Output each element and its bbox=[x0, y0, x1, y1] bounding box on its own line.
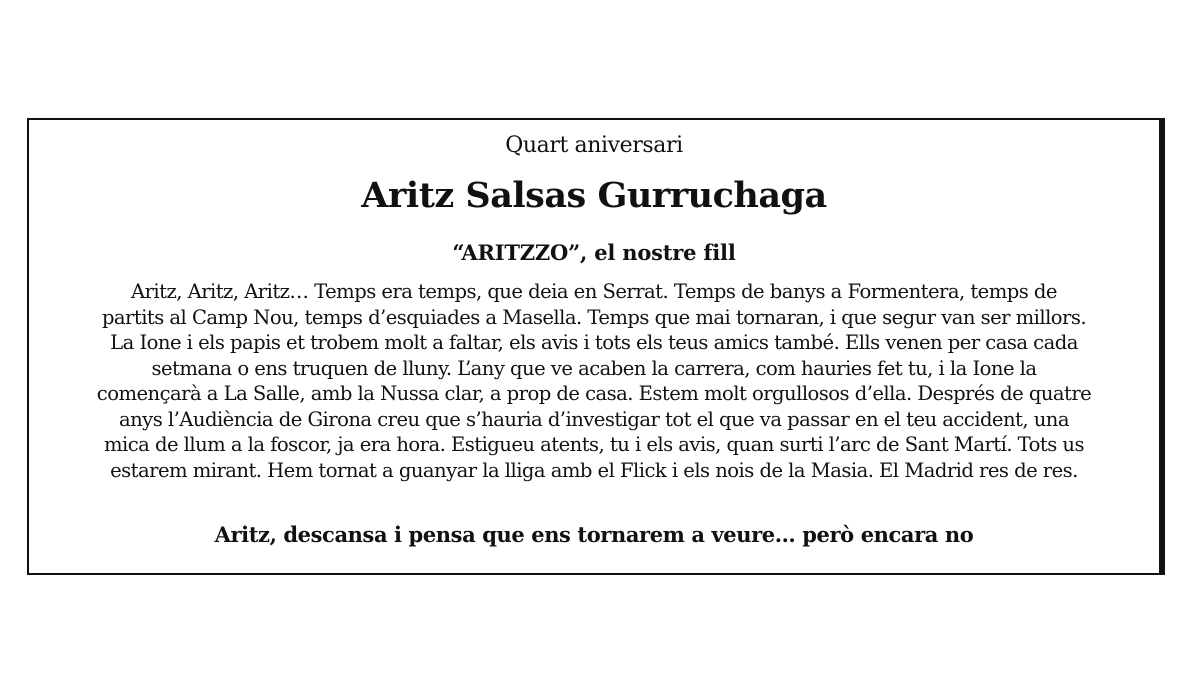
body-line: La Ione i els papis et trobem molt a faltar, els avis i tots els teus amics també. Ells venen per casa cada bbox=[110, 331, 1078, 354]
nickname-line: “ARITZZO”, el nostre fill bbox=[452, 240, 736, 265]
closing-line: Aritz, descansa i pensa que ens tornarem a veure… però encara no bbox=[214, 522, 974, 547]
body-line: anys l’Audiència de Girona creu que s’hauria d’investigar tot el que va passar en el teu accident, una bbox=[118, 407, 1069, 431]
obituary-notice bbox=[27, 118, 1165, 575]
body-line: estarem mirant. Hem tornat a guanyar la lliga amb el Flick i els nois de la Masia. El Madrid res de res. bbox=[110, 458, 1078, 482]
notice-subtitle: Quart aniversari bbox=[505, 133, 683, 158]
body-line: partits al Camp Nou, temps d’esquiades a Masella. Temps que mai tornaran, i que segur van ser millors. bbox=[101, 305, 1087, 329]
body-line: començarà a La Salle, amb la Nussa clar, a prop de casa. Estem molt orgullosos d’ella. Després de quatre bbox=[96, 382, 1092, 405]
deceased-name: Aritz Salsas Gurruchaga bbox=[361, 175, 827, 216]
body-line: mica de llum a la foscor, ja era hora. Estigueu atents, tu i els avis, quan surti l’arc de Sant Martí. Tots us bbox=[103, 433, 1085, 456]
body-line: Aritz, Aritz, Aritz… Temps era temps, que deia en Serrat. Temps de banys a Formentera, temps de bbox=[131, 280, 1057, 303]
body-line: setmana o ens truquen de lluny. L’any que ve acaben la carrera, com hauries fet tu, i la Ione la bbox=[151, 356, 1037, 380]
notice-body bbox=[43, 279, 1145, 483]
